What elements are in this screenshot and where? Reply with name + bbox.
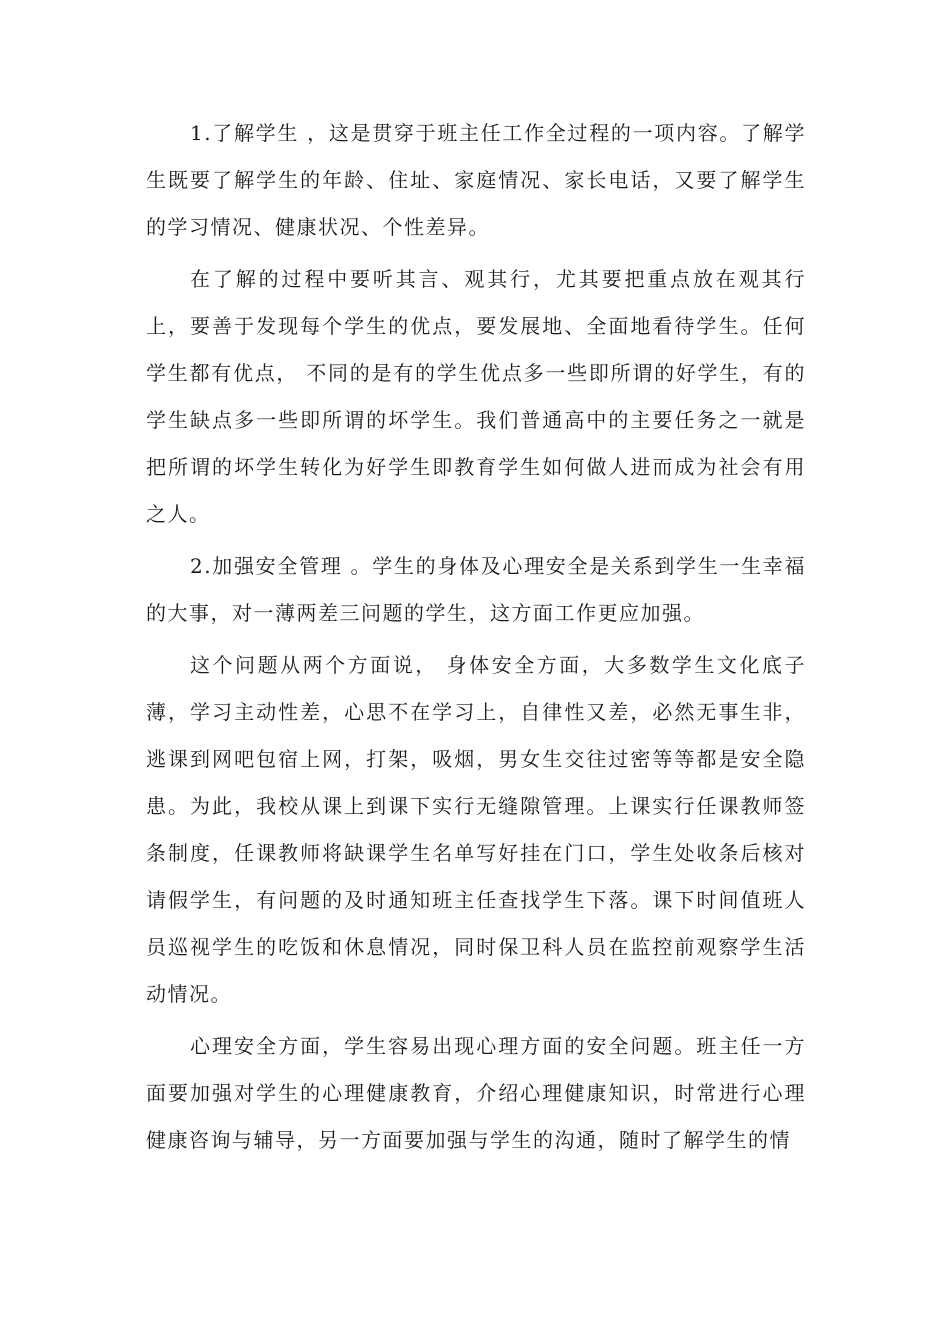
paragraph-understand-students: 1.了解学生 ，这是贯穿于班主任工作全过程的一项内容。了解学生既要了解学生的年龄、住址、家庭情况、家长电话，又要了解学生的学习情况、健康状况、个性差异。 [146,121,806,239]
paragraph-observe-students: 在了解的过程中要听其言、观其行，尤其要把重点放在观其行上，要善于发现每个学生的优点，要发展地、全面地看待学生。任何学生都有优点， 不同的是有的学生优点多一些即所谓的好学生，有的学生缺点多一些即所谓的坏学生。我们普通高中的主要任务之一就是把所谓的坏学生转化为好学生即教育学生如何做人进而成为社会有用之人。 [146,267,806,526]
paragraph-physical-safety: 这个问题从两个方面说， 身体安全方面，大多数学生文化底子薄，学习主动性差，心思不在学习上，自律性又差，必然无事生非，逃课到网吧包宿上网，打架，吸烟，男女生交往过密等等都是安全隐患。为此，我校从课上到课下实行无缝隙管理。上课实行任课教师签条制度，任课教师将缺课学生名单写好挂在门口，学生处收条后核对请假学生，有问题的及时通知班主任查找学生下落。课下时间值班人员巡视学生的吃饭和休息情况，同时保卫科人员在监控前观察学生活动情况。 [146,653,806,1006]
paragraph-psychological-safety: 心理安全方面，学生容易出现心理方面的安全问题。班主任一方面要加强对学生的心理健康教育，介绍心理健康知识，时常进行心理健康咨询与辅导，另一方面要加强与学生的沟通，随时了解学生的情 [146,1034,806,1152]
document-body [146,110,806,1169]
paragraph-safety-management: 2.加强安全管理 。学生的身体及心理安全是关系到学生一生幸福的大事，对一薄两差三问题的学生，这方面工作更应加强。 [146,554,806,625]
